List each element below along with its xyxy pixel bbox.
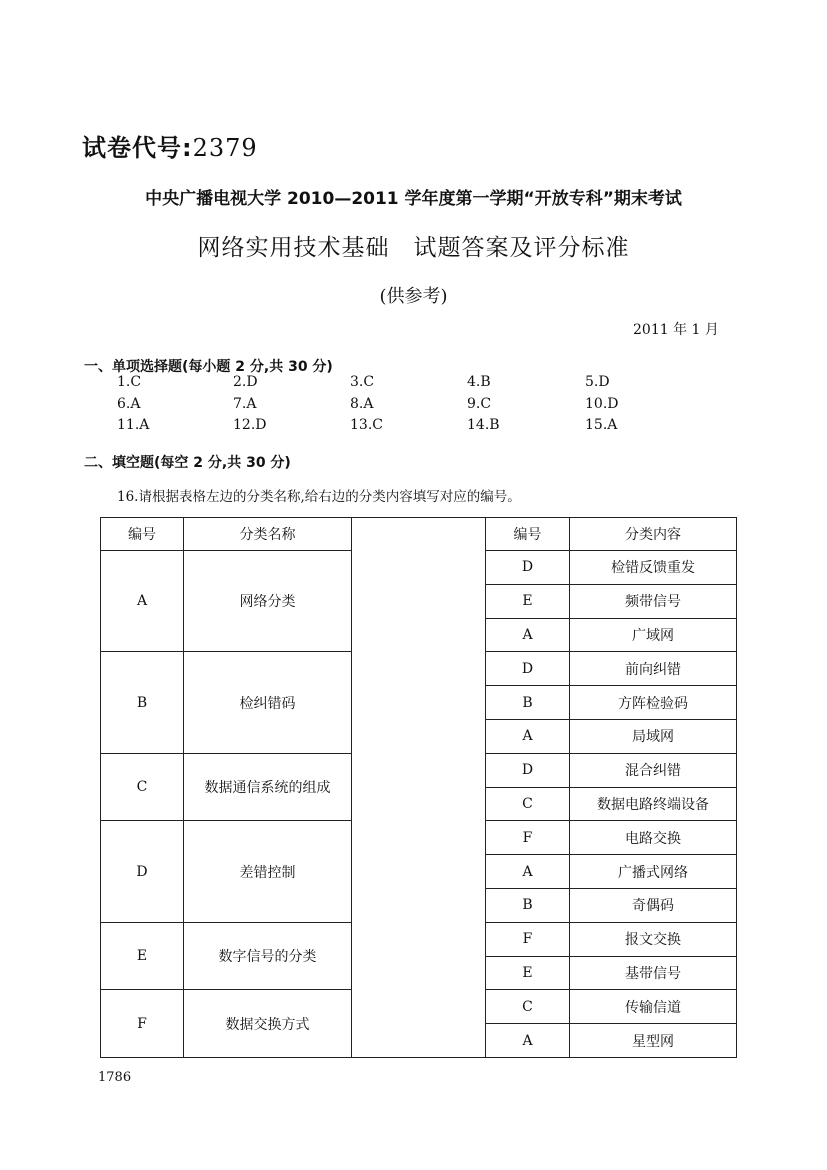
item-content: 奇偶码 — [570, 888, 737, 922]
section1-heading: 一、单项选择题(每小题 2 分,共 30 分) — [84, 359, 333, 375]
category-name: 网络分类 — [184, 551, 352, 652]
item-content: 混合纠错 — [570, 753, 737, 787]
item-content: 方阵检验码 — [570, 686, 737, 720]
item-content: 频带信号 — [570, 584, 737, 618]
answer-item: 6.A — [117, 396, 141, 412]
question-16: 16.请根据表格左边的分类名称,给右边的分类内容填写对应的编号。 — [117, 489, 521, 505]
item-code: C — [486, 787, 570, 821]
answer-item: 2.D — [233, 374, 258, 390]
item-content: 局域网 — [570, 719, 737, 753]
answer-item: 5.D — [585, 374, 610, 390]
category-name: 检纠错码 — [184, 652, 352, 753]
column-header: 编号 — [486, 518, 570, 551]
section2-heading: 二、填空题(每空 2 分,共 30 分) — [84, 455, 291, 471]
item-content: 基带信号 — [570, 956, 737, 990]
column-header: 分类内容 — [570, 518, 737, 551]
item-content: 检错反馈重发 — [570, 551, 737, 585]
table-header-row — [101, 518, 737, 551]
item-code: D — [486, 652, 570, 686]
item-content: 前向纠错 — [570, 652, 737, 686]
answer-item: 9.C — [467, 396, 492, 412]
category-name: 差错控制 — [184, 821, 352, 922]
exam-header: 中央广播电视大学 2010—2011 学年度第一学期“开放专科”期末考试 — [145, 189, 682, 209]
item-code: B — [486, 686, 570, 720]
item-code: D — [486, 753, 570, 787]
category-code: C — [101, 753, 184, 821]
item-code: E — [486, 956, 570, 990]
item-code: A — [486, 855, 570, 889]
answer-item: 13.C — [350, 417, 383, 433]
item-code: E — [486, 584, 570, 618]
answer-item: 14.B — [467, 417, 500, 433]
subtitle: (供参考) — [379, 286, 448, 307]
item-code: A — [486, 1024, 570, 1058]
paper-code — [82, 128, 258, 163]
exam-date: 2011 年 1 月 — [633, 322, 719, 338]
item-content: 传输信道 — [570, 990, 737, 1024]
category-name: 数据交换方式 — [184, 990, 352, 1058]
item-code: F — [486, 922, 570, 956]
answer-item: 4.B — [467, 374, 491, 390]
answer-item: 7.A — [233, 396, 257, 412]
category-code: A — [101, 551, 184, 652]
item-content: 广域网 — [570, 618, 737, 652]
item-content: 星型网 — [570, 1024, 737, 1058]
category-name: 数据通信系统的组成 — [184, 753, 352, 821]
paper-code-number: 2379 — [192, 134, 258, 162]
category-code: B — [101, 652, 184, 753]
category-name: 数字信号的分类 — [184, 922, 352, 990]
item-code: C — [486, 990, 570, 1024]
column-header: 分类名称 — [184, 518, 352, 551]
category-code: F — [101, 990, 184, 1058]
classification-table — [100, 517, 737, 1058]
item-code: F — [486, 821, 570, 855]
answer-item: 8.A — [350, 396, 374, 412]
category-code: E — [101, 922, 184, 990]
answer-item: 1.C — [117, 374, 142, 390]
item-code: A — [486, 618, 570, 652]
item-content: 电路交换 — [570, 821, 737, 855]
item-content: 广播式网络 — [570, 855, 737, 889]
category-code: D — [101, 821, 184, 922]
answer-item: 11.A — [117, 417, 150, 433]
answer-item: 12.D — [233, 417, 267, 433]
blank-column — [352, 518, 486, 1058]
item-content: 数据电路终端设备 — [570, 787, 737, 821]
paper-code-label: 试卷代号: — [82, 134, 193, 162]
page-title: 网络实用技术基础 试题答案及评分标准 — [197, 235, 630, 261]
page-number: 1786 — [98, 1070, 132, 1085]
answer-item: 3.C — [350, 374, 375, 390]
answer-item: 15.A — [585, 417, 618, 433]
answer-item: 10.D — [585, 396, 619, 412]
item-code: B — [486, 888, 570, 922]
item-code: A — [486, 719, 570, 753]
item-content: 报文交换 — [570, 922, 737, 956]
column-header: 编号 — [101, 518, 184, 551]
item-code: D — [486, 551, 570, 585]
